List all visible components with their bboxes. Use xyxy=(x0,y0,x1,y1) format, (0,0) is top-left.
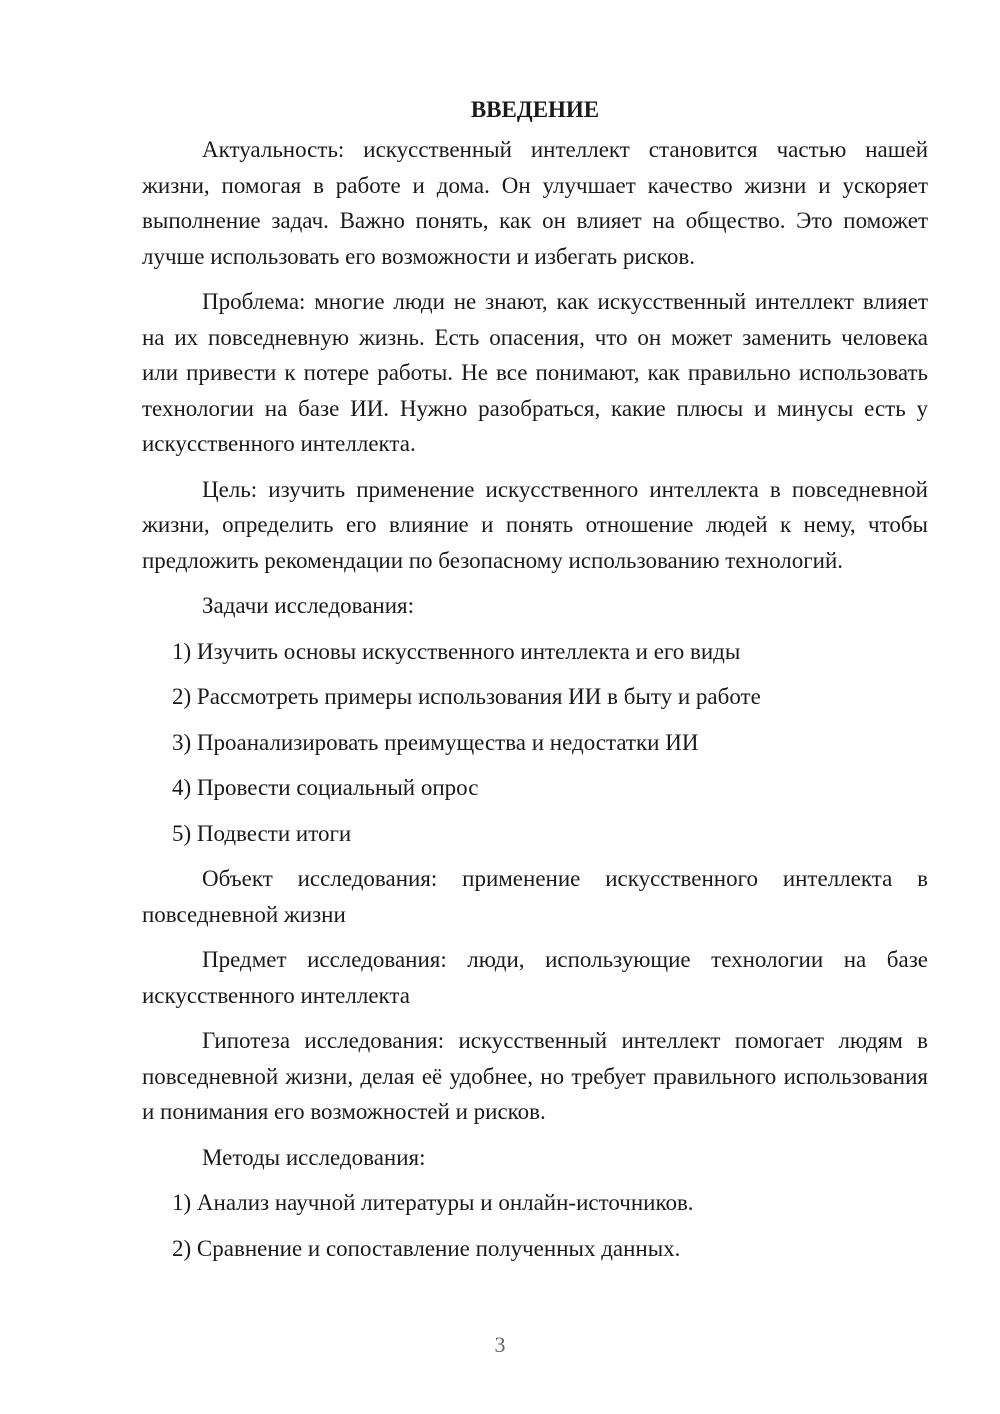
goal-paragraph: Цель: изучить применение искусственного интеллекта в повседневной жизни, определить его влияние и понять отношение людей к нему, чтобы предложить рекомендации по безопасному использованию технологий. xyxy=(142,476,928,573)
methods-label: Методы исследования: xyxy=(202,1144,426,1170)
list-item: 2) Сравнение и сопоставление полученных данных. xyxy=(172,1235,681,1261)
object-paragraph: Объект исследования: применение искусственного интеллекта в повседневной жизни xyxy=(142,866,928,927)
methods-list xyxy=(142,1185,928,1266)
list-item: 4) Провести социальный опрос xyxy=(172,775,479,800)
list-item: 5) Подвести итоги xyxy=(172,820,352,846)
document-page xyxy=(142,90,928,1276)
page-title: ВВЕДЕНИЕ xyxy=(470,97,600,122)
problem-paragraph: Проблема: многие люди не знают, как искусственный интеллект влияет на их повседневную жизнь. Есть опасения, что он может заменить человека или привести к потере работы. Не все понимают, как правильно использовать технологии на базе ИИ. Нужно разобраться, какие плюсы и минусы есть у искусственного интеллекта. xyxy=(142,289,928,456)
list-item: 3) Проанализировать преимущества и недостатки ИИ xyxy=(172,729,699,755)
list-item: 1) Изучить основы искусственного интеллекта и его виды xyxy=(172,638,741,664)
hypothesis-paragraph: Гипотеза исследования: искусственный интеллект помогает людям в повседневной жизни, делая её удобнее, но требует правильного использования и понимания его возможностей и рисков. xyxy=(142,1028,928,1124)
tasks-list xyxy=(142,634,928,852)
list-item: 1) Анализ научной литературы и онлайн-источников. xyxy=(172,1190,694,1215)
tasks-label: Задачи исследования: xyxy=(202,593,415,618)
subject-paragraph: Предмет исследования: люди, использующие технологии на базе искусственного интеллекта xyxy=(142,947,928,1008)
relevance-paragraph: Актуальность: искусственный интеллект становится частью нашей жизни, помогая в работе и дома. Он улучшает качество жизни и ускоряет выполнение задач. Важно понять, как он влияет на общество. Это поможет лучше использовать его возможности и избегать рисков. xyxy=(142,137,928,269)
list-item: 2) Рассмотреть примеры использования ИИ в быту и работе xyxy=(172,684,761,709)
page-number: 3 xyxy=(494,1332,506,1357)
